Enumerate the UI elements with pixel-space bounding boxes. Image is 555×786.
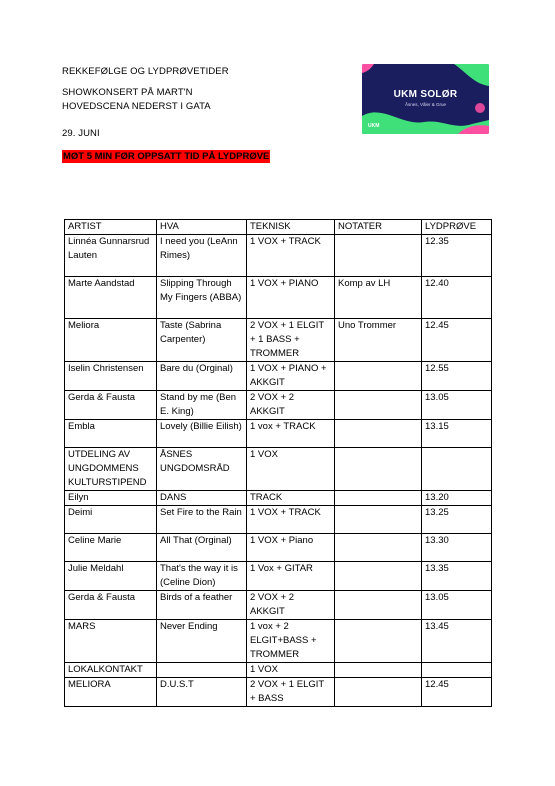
soundcheck-time-cell: 13.45 xyxy=(422,620,492,663)
soundcheck-time-cell xyxy=(422,448,492,491)
ukm-solor-logo xyxy=(362,64,489,134)
table-row xyxy=(65,506,492,534)
song-cell: Slipping Through My Fingers (ABBA) xyxy=(157,277,247,319)
table-row xyxy=(65,491,492,506)
soundcheck-time-cell: 13.35 xyxy=(422,562,492,591)
song-cell: DANS xyxy=(157,491,247,506)
technical-cell: 1 vox + 2 ELGIT+BASS + TROMMER xyxy=(247,620,335,663)
notes-cell xyxy=(335,678,422,707)
notes-cell xyxy=(335,391,422,420)
technical-cell: 1 VOX + Piano xyxy=(247,534,335,562)
technical-cell: TRACK xyxy=(247,491,335,506)
notes-cell xyxy=(335,591,422,620)
column-header-lydprove: LYDPRØVE xyxy=(422,220,492,235)
artist-cell: Deimi xyxy=(65,506,157,534)
arrival-notice: MØT 5 MIN FØR OPPSATT TID PÅ LYDPRØVE xyxy=(63,151,270,162)
table-row xyxy=(65,663,492,678)
artist-cell: UTDELING AV UNGDOMMENS KULTURSTIPEND xyxy=(65,448,157,491)
notes-cell: Komp av LH xyxy=(335,277,422,319)
header-line-2: SHOWKONSERT PÅ MART'N xyxy=(62,87,193,98)
song-cell: Set Fire to the Rain xyxy=(157,506,247,534)
notes-cell: Uno Trommer xyxy=(335,319,422,362)
song-cell: ÅSNES UNGDOMSRÅD xyxy=(157,448,247,491)
artist-cell: LOKALKONTAKT xyxy=(65,663,157,678)
table-row xyxy=(65,678,492,707)
technical-cell: 1 VOX + TRACK xyxy=(247,235,335,277)
notes-cell xyxy=(335,562,422,591)
artist-cell: Iselin Christensen xyxy=(65,362,157,391)
artist-cell: Gerda & Fausta xyxy=(65,591,157,620)
notes-cell xyxy=(335,663,422,678)
table-row xyxy=(65,620,492,663)
artist-cell: Gerda & Fausta xyxy=(65,391,157,420)
song-cell xyxy=(157,663,247,678)
artist-cell: Meliora xyxy=(65,319,157,362)
table-row xyxy=(65,534,492,562)
song-cell: Birds of a feather xyxy=(157,591,247,620)
table-row xyxy=(65,420,492,448)
event-date: 29. JUNI xyxy=(62,128,100,139)
technical-cell: 2 VOX + 1 ELGIT + BASS xyxy=(247,678,335,707)
notes-cell xyxy=(335,448,422,491)
technical-cell: 1 VOX + PIANO xyxy=(247,277,335,319)
schedule-body xyxy=(65,235,492,707)
technical-cell: 1 VOX xyxy=(247,448,335,491)
table-row xyxy=(65,235,492,277)
notes-cell xyxy=(335,420,422,448)
artist-cell: Celine Marie xyxy=(65,534,157,562)
soundcheck-time-cell: 12.45 xyxy=(422,319,492,362)
logo-title: UKM SOLØR xyxy=(393,89,458,100)
song-cell: I need you (LeAnn Rimes) xyxy=(157,235,247,277)
technical-cell: 2 VOX + 1 ELGIT + 1 BASS + TROMMER xyxy=(247,319,335,362)
artist-cell: Embla xyxy=(65,420,157,448)
schedule-table xyxy=(64,219,492,707)
song-cell: Lovely (Billie Eilish) xyxy=(157,420,247,448)
column-header-notater: NOTATER xyxy=(335,220,422,235)
song-cell: That's the way it is (Celine Dion) xyxy=(157,562,247,591)
song-cell: Bare du (Orginal) xyxy=(157,362,247,391)
column-header-teknisk: TEKNISK xyxy=(247,220,335,235)
soundcheck-time-cell: 12.35 xyxy=(422,235,492,277)
logo-subtitle: Åsnes, Våler & Grue xyxy=(404,102,447,107)
soundcheck-time-cell: 13.20 xyxy=(422,491,492,506)
technical-cell: 1 VOX xyxy=(247,663,335,678)
song-cell: D.U.S.T xyxy=(157,678,247,707)
table-row xyxy=(65,562,492,591)
artist-cell: Julie Meldahl xyxy=(65,562,157,591)
technical-cell: 1 vox + TRACK xyxy=(247,420,335,448)
header-line-3: HOVEDSCENA NEDERST I GATA xyxy=(62,101,211,112)
ukm-mark-icon: UKM xyxy=(368,123,380,129)
table-header-row xyxy=(65,220,492,235)
artist-cell: MELIORA xyxy=(65,678,157,707)
song-cell: All That (Orginal) xyxy=(157,534,247,562)
technical-cell: 1 Vox + GITAR xyxy=(247,562,335,591)
technical-cell: 1 VOX + PIANO + AKKGIT xyxy=(247,362,335,391)
table-row xyxy=(65,591,492,620)
notes-cell xyxy=(335,362,422,391)
notes-cell xyxy=(335,506,422,534)
notes-cell xyxy=(335,235,422,277)
song-cell: Taste (Sabrina Carpenter) xyxy=(157,319,247,362)
notes-cell xyxy=(335,491,422,506)
soundcheck-time-cell: 13.05 xyxy=(422,391,492,420)
technical-cell: 1 VOX + TRACK xyxy=(247,506,335,534)
table-row xyxy=(65,391,492,420)
song-cell: Stand by me (Ben E. King) xyxy=(157,391,247,420)
song-cell: Never Ending xyxy=(157,620,247,663)
table-row xyxy=(65,277,492,319)
notes-cell xyxy=(335,620,422,663)
soundcheck-time-cell: 13.05 xyxy=(422,591,492,620)
table-row xyxy=(65,362,492,391)
soundcheck-time-cell: 13.15 xyxy=(422,420,492,448)
column-header-hva: HVA xyxy=(157,220,247,235)
column-header-artist: ARTIST xyxy=(65,220,157,235)
soundcheck-time-cell: 13.25 xyxy=(422,506,492,534)
artist-cell: Linnéa Gunnarsrud Lauten xyxy=(65,235,157,277)
table-row xyxy=(65,319,492,362)
notes-cell xyxy=(335,534,422,562)
header-line-1: REKKEFØLGE OG LYDPRØVETIDER xyxy=(62,66,229,77)
technical-cell: 2 VOX + 2 AKKGIT xyxy=(247,591,335,620)
soundcheck-time-cell: 12.40 xyxy=(422,277,492,319)
table-row xyxy=(65,448,492,491)
soundcheck-time-cell: 12.55 xyxy=(422,362,492,391)
artist-cell: MARS xyxy=(65,620,157,663)
soundcheck-time-cell: 12.45 xyxy=(422,678,492,707)
soundcheck-time-cell: 13.30 xyxy=(422,534,492,562)
artist-cell: Marte Aandstad xyxy=(65,277,157,319)
artist-cell: Eilyn xyxy=(65,491,157,506)
soundcheck-time-cell xyxy=(422,663,492,678)
technical-cell: 2 VOX + 2 AKKGIT xyxy=(247,391,335,420)
